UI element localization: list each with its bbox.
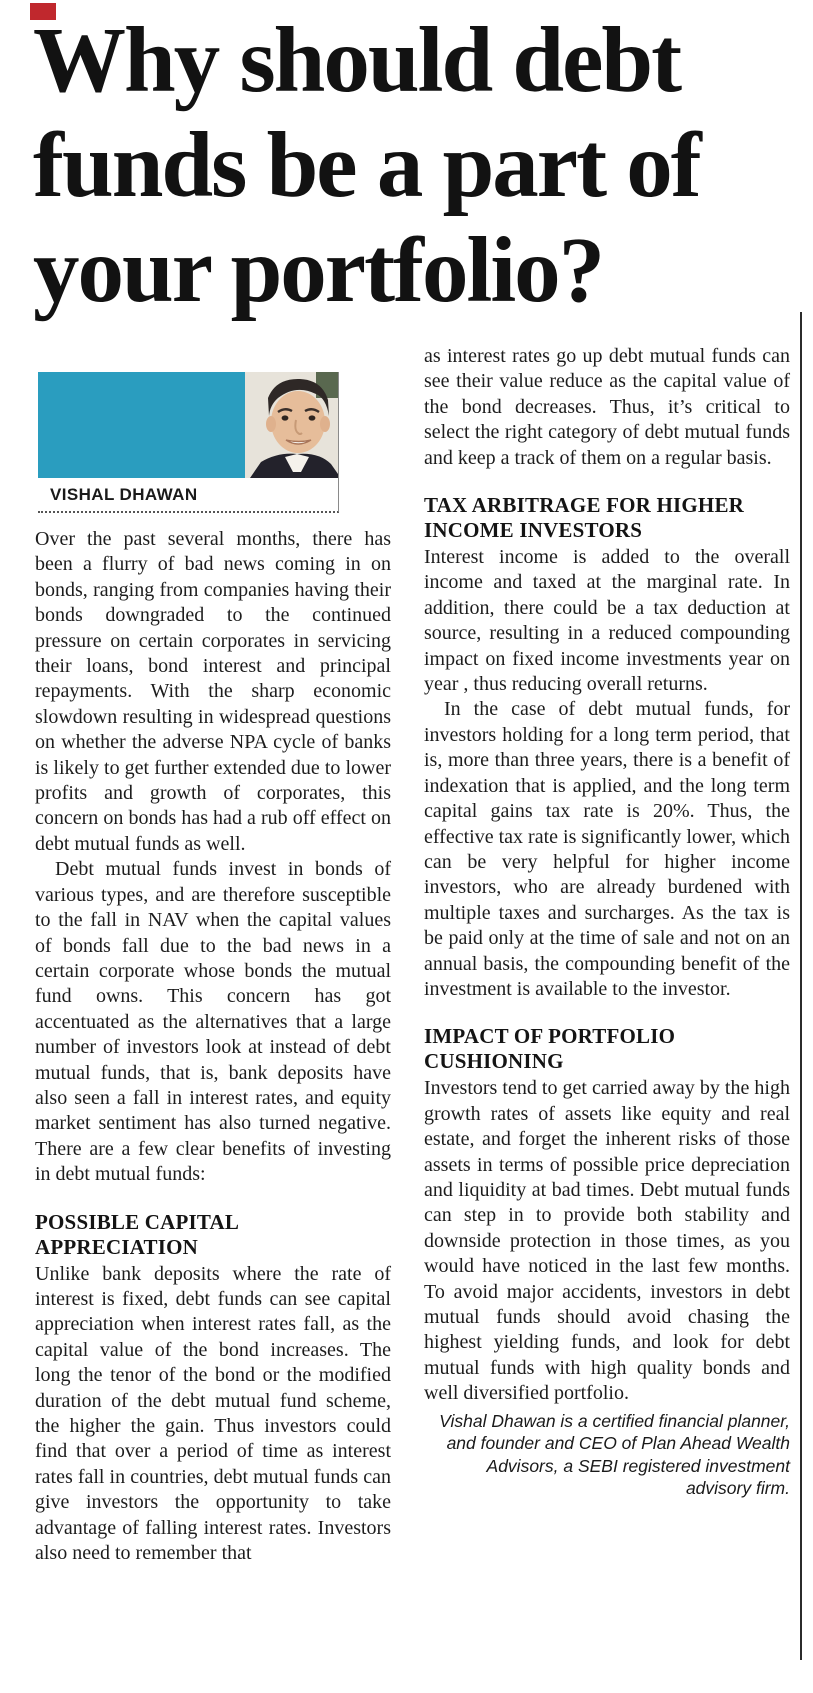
author-credit-byline: Vishal Dhawan is a certified financial planner, and founder and CEO of Plan Ahead Wealth Advisors, a SEBI registered investment advisory firm. (439, 1410, 790, 1499)
article-paragraph: Interest income is added to the overall income and taxed at the marginal rate. In addition, there could be a tax deduction at source, resulting in a reduced compounding impact on fixed income investments year on year , thus reducing overall returns. (424, 546, 790, 696)
author-name: VISHAL DHAWAN (50, 484, 198, 504)
article-paragraph: Debt mutual funds invest in bonds of various types, and are therefore susceptible to the fall in NAV when the capital values of bonds fall due to the bad news in a certain corporate whose bonds the mutual fund owns. This concern has got accentuated as the alternatives that a large number of investors look at instead of debt mutual funds, that is, bank deposits have also seen a fall in interest rates, and equity market sentiment has also turned negative. There are a few clear benefits of investing in debt mutual funds: (35, 858, 391, 1186)
section-heading: POSSIBLE CAPITAL APPRECIATION (35, 1209, 238, 1259)
section-heading: TAX ARBITRAGE FOR HIGHER INCOME INVESTORS (424, 493, 745, 543)
column-divider-rule (800, 312, 802, 1660)
article-headline (33, 8, 793, 323)
article-column-right (424, 344, 790, 1500)
author-card (38, 372, 339, 513)
headline-line: funds be a part of (33, 114, 700, 217)
article-paragraph: as interest rates go up debt mutual funds can see their value reduce as the capital value of the bond decreases. Thus, it’s critical to select the right category of debt mutual funds and keep a track of them on a regular basis. (424, 345, 790, 469)
headline-line: your portfolio? (33, 219, 604, 322)
article-paragraph: Over the past several months, there has been a flurry of bad news coming in on bonds, ranging from companies having their bonds downgraded to the continued pressure on certain corporates in servicing their loans, bond interest and principal repayments. With the sharp economic slowdown resulting in widespread questions on whether the adverse NPA cycle of banks is likely to get further extended due to lower profits and growth of corporates, this concern on bonds has had a rub off effect on debt mutual funds as well. (35, 528, 391, 855)
section-heading: IMPACT OF PORTFOLIO CUSHIONING (424, 1024, 676, 1074)
article-paragraph: Investors tend to get carried away by the high growth rates of assets like equity and real estate, and forget the inherent risks of those assets in terms of possible price depreciation and liquidity at bad times. Debt mutual funds can step in to provide both stability and downside protection in those times, as you would have noticed in the last few months. To avoid major accidents, investors in debt mutual funds should avoid chasing the highest yielding funds, and look for debt mutual funds with high quality bonds and well diversified portfolio. (424, 1077, 790, 1405)
article-column-left (35, 527, 391, 1566)
article-paragraph: In the case of debt mutual funds, for investors holding for a long term period, that is, more than three years, there is a benefit of indexation that is applied, and the long term capital gains tax rate is 20%. Thus, the effective tax rate is significantly lower, which can be very helpful for higher income investors, who are already burdened with multiple taxes and surcharges. As the tax is be paid only at the time of sale and not on an annual basis, the compounding benefit of the investment is available to the investor. (424, 698, 790, 1000)
headline-line: Why should debt (33, 9, 681, 112)
author-photo (38, 372, 338, 478)
article-paragraph: Unlike bank deposits where the rate of interest is fixed, debt funds can see capital appreciation when interest rates fall, as the capital value of the bond increases. The long the tenor of the bond or the modified duration of the debt mutual fund scheme, the higher the gain. Thus investors could find that over a period of time as interest rates fall in countries, debt mutual funds can give investors the opportunity to take advantage of falling interest rates. Investors also need to remember that (35, 1262, 391, 1565)
